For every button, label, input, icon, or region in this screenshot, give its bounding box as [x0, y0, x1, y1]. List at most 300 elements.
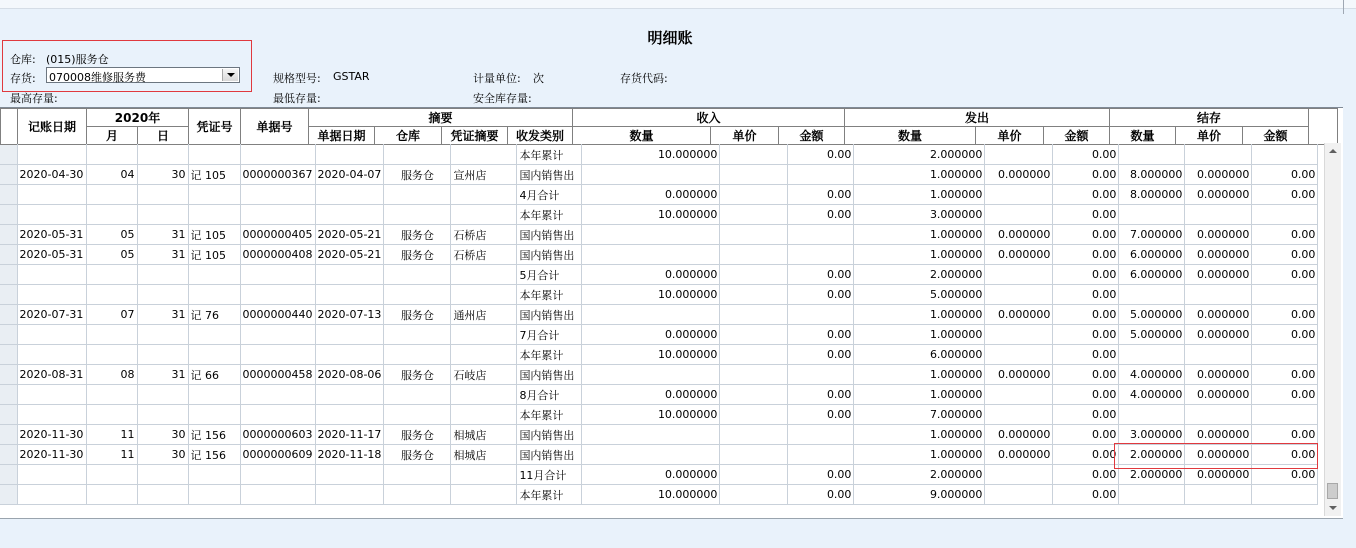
cell-balance-price[interactable]: 0.000000 — [1185, 305, 1252, 325]
cell-issue-qty[interactable]: 3.000000 — [854, 205, 985, 225]
cell-warehouse[interactable] — [384, 325, 451, 345]
cell-warehouse[interactable]: 服务仓 — [384, 225, 451, 245]
cell-doc-no[interactable] — [240, 185, 315, 205]
cell-receive-qty[interactable]: 0.000000 — [582, 185, 720, 205]
cell-receive-qty[interactable]: 10.000000 — [582, 345, 720, 365]
row-header[interactable] — [0, 385, 17, 405]
cell-balance-qty[interactable]: 6.000000 — [1119, 245, 1185, 265]
table-row[interactable] — [0, 405, 1318, 425]
cell-issue-price[interactable]: 0.000000 — [985, 305, 1053, 325]
cell-io-type[interactable]: 本年累计 — [517, 485, 582, 505]
cell-doc-date[interactable] — [315, 285, 384, 305]
cell-post-date[interactable] — [17, 465, 86, 485]
col-balance-qty[interactable]: 数量 — [1110, 127, 1176, 145]
cell-month[interactable] — [86, 385, 137, 405]
cell-voucher-summary[interactable] — [451, 285, 517, 305]
cell-voucher-no[interactable] — [188, 265, 240, 285]
cell-issue-qty[interactable]: 1.000000 — [854, 325, 985, 345]
cell-io-type[interactable]: 国内销售出 — [517, 365, 582, 385]
cell-voucher-no[interactable]: 记 105 — [188, 245, 240, 265]
cell-warehouse[interactable] — [384, 345, 451, 365]
cell-io-type[interactable]: 8月合计 — [517, 385, 582, 405]
cell-doc-no[interactable]: 0000000458 — [240, 365, 315, 385]
col-issue-price[interactable]: 单价 — [976, 127, 1044, 145]
cell-io-type[interactable]: 5月合计 — [517, 265, 582, 285]
cell-receive-qty[interactable] — [582, 365, 720, 385]
cell-receive-price[interactable] — [720, 225, 788, 245]
cell-day[interactable] — [137, 325, 188, 345]
cell-voucher-summary[interactable]: 相城店 — [451, 425, 517, 445]
cell-receive-price[interactable] — [720, 365, 788, 385]
cell-receive-amount[interactable]: 0.00 — [788, 205, 854, 225]
cell-receive-amount[interactable] — [788, 305, 854, 325]
table-row[interactable] — [0, 225, 1318, 245]
cell-voucher-no[interactable] — [188, 345, 240, 365]
cell-balance-price[interactable]: 0.000000 — [1185, 185, 1252, 205]
cell-day[interactable]: 31 — [137, 225, 188, 245]
cell-receive-amount[interactable]: 0.00 — [788, 325, 854, 345]
col-balance-amount[interactable]: 金额 — [1243, 127, 1309, 145]
cell-doc-date[interactable] — [315, 145, 384, 165]
table-row[interactable] — [0, 185, 1318, 205]
cell-balance-amount[interactable]: 0.00 — [1252, 425, 1318, 445]
cell-day[interactable]: 31 — [137, 305, 188, 325]
cell-io-type[interactable]: 7月合计 — [517, 325, 582, 345]
cell-receive-amount[interactable] — [788, 365, 854, 385]
cell-post-date[interactable]: 2020-11-30 — [17, 425, 86, 445]
row-header[interactable] — [0, 165, 17, 185]
cell-receive-amount[interactable]: 0.00 — [788, 185, 854, 205]
row-header[interactable] — [0, 425, 17, 445]
cell-month[interactable]: 07 — [86, 305, 137, 325]
cell-voucher-no[interactable] — [188, 465, 240, 485]
cell-receive-price[interactable] — [720, 485, 788, 505]
cell-month[interactable] — [86, 405, 137, 425]
cell-post-date[interactable] — [17, 145, 86, 165]
cell-post-date[interactable]: 2020-05-31 — [17, 245, 86, 265]
cell-issue-qty[interactable]: 1.000000 — [854, 225, 985, 245]
cell-warehouse[interactable] — [384, 265, 451, 285]
cell-io-type[interactable]: 本年累计 — [517, 145, 582, 165]
cell-day[interactable] — [137, 385, 188, 405]
cell-issue-price[interactable] — [985, 205, 1053, 225]
cell-issue-amount[interactable]: 0.00 — [1053, 325, 1119, 345]
cell-io-type[interactable]: 国内销售出 — [517, 305, 582, 325]
cell-voucher-no[interactable] — [188, 385, 240, 405]
cell-receive-qty[interactable]: 0.000000 — [582, 325, 720, 345]
cell-receive-amount[interactable]: 0.00 — [788, 405, 854, 425]
cell-month[interactable] — [86, 465, 137, 485]
cell-doc-no[interactable]: 0000000440 — [240, 305, 315, 325]
cell-voucher-summary[interactable]: 石岐店 — [451, 365, 517, 385]
cell-balance-price[interactable] — [1185, 145, 1252, 165]
cell-balance-amount[interactable]: 0.00 — [1252, 245, 1318, 265]
cell-warehouse[interactable] — [384, 145, 451, 165]
cell-receive-qty[interactable] — [582, 165, 720, 185]
cell-voucher-no[interactable] — [188, 325, 240, 345]
cell-receive-qty[interactable]: 10.000000 — [582, 285, 720, 305]
cell-balance-amount[interactable]: 0.00 — [1252, 385, 1318, 405]
cell-issue-amount[interactable]: 0.00 — [1053, 205, 1119, 225]
cell-day[interactable] — [137, 185, 188, 205]
cell-doc-date[interactable] — [315, 405, 384, 425]
table-row[interactable] — [0, 325, 1318, 345]
cell-warehouse[interactable] — [384, 185, 451, 205]
cell-issue-qty[interactable]: 2.000000 — [854, 465, 985, 485]
cell-receive-price[interactable] — [720, 445, 788, 465]
row-header[interactable] — [0, 305, 17, 325]
cell-voucher-no[interactable] — [188, 405, 240, 425]
col-issue-qty[interactable]: 数量 — [845, 127, 976, 145]
cell-doc-date[interactable] — [315, 325, 384, 345]
cell-issue-amount[interactable]: 0.00 — [1053, 185, 1119, 205]
cell-balance-price[interactable] — [1185, 345, 1252, 365]
cell-doc-date[interactable]: 2020-07-13 — [315, 305, 384, 325]
cell-post-date[interactable]: 2020-05-31 — [17, 225, 86, 245]
cell-receive-qty[interactable]: 10.000000 — [582, 205, 720, 225]
cell-balance-amount[interactable] — [1252, 145, 1318, 165]
table-row[interactable] — [0, 285, 1318, 305]
cell-day[interactable]: 30 — [137, 425, 188, 445]
cell-month[interactable]: 04 — [86, 165, 137, 185]
cell-balance-amount[interactable]: 0.00 — [1252, 225, 1318, 245]
cell-day[interactable] — [137, 405, 188, 425]
cell-io-type[interactable]: 4月合计 — [517, 185, 582, 205]
row-header[interactable] — [0, 205, 17, 225]
cell-receive-price[interactable] — [720, 205, 788, 225]
cell-post-date[interactable] — [17, 185, 86, 205]
cell-issue-price[interactable] — [985, 145, 1053, 165]
cell-receive-amount[interactable] — [788, 425, 854, 445]
cell-issue-price[interactable] — [985, 185, 1053, 205]
cell-balance-price[interactable]: 0.000000 — [1185, 245, 1252, 265]
cell-issue-price[interactable]: 0.000000 — [985, 425, 1053, 445]
cell-post-date[interactable]: 2020-11-30 — [17, 445, 86, 465]
cell-receive-qty[interactable] — [582, 225, 720, 245]
cell-balance-price[interactable]: 0.000000 — [1185, 225, 1252, 245]
cell-month[interactable] — [86, 185, 137, 205]
cell-balance-price[interactable]: 0.000000 — [1185, 165, 1252, 185]
cell-io-type[interactable]: 国内销售出 — [517, 245, 582, 265]
cell-issue-price[interactable] — [985, 265, 1053, 285]
cell-issue-amount[interactable]: 0.00 — [1053, 245, 1119, 265]
cell-day[interactable]: 31 — [137, 245, 188, 265]
cell-voucher-no[interactable]: 记 105 — [188, 225, 240, 245]
row-header[interactable] — [0, 445, 17, 465]
cell-receive-price[interactable] — [720, 145, 788, 165]
cell-post-date[interactable]: 2020-08-31 — [17, 365, 86, 385]
cell-balance-qty[interactable]: 2.000000 — [1119, 445, 1185, 465]
col-io-type[interactable]: 收发类别 — [508, 127, 573, 145]
cell-doc-date[interactable]: 2020-04-07 — [315, 165, 384, 185]
cell-balance-qty[interactable] — [1119, 405, 1185, 425]
cell-balance-amount[interactable] — [1252, 485, 1318, 505]
cell-voucher-summary[interactable] — [451, 405, 517, 425]
cell-issue-price[interactable]: 0.000000 — [985, 245, 1053, 265]
cell-voucher-no[interactable] — [188, 145, 240, 165]
row-header[interactable] — [0, 345, 17, 365]
cell-io-type[interactable]: 国内销售出 — [517, 445, 582, 465]
cell-balance-amount[interactable]: 0.00 — [1252, 445, 1318, 465]
cell-receive-qty[interactable]: 0.000000 — [582, 385, 720, 405]
cell-issue-price[interactable] — [985, 385, 1053, 405]
table-row[interactable] — [0, 165, 1318, 185]
row-header[interactable] — [0, 285, 17, 305]
cell-issue-qty[interactable]: 1.000000 — [854, 245, 985, 265]
cell-voucher-summary[interactable] — [451, 265, 517, 285]
cell-issue-amount[interactable]: 0.00 — [1053, 285, 1119, 305]
cell-receive-qty[interactable] — [582, 305, 720, 325]
cell-balance-qty[interactable] — [1119, 485, 1185, 505]
cell-voucher-summary[interactable]: 相城店 — [451, 445, 517, 465]
cell-issue-qty[interactable]: 1.000000 — [854, 185, 985, 205]
cell-receive-amount[interactable] — [788, 245, 854, 265]
cell-receive-amount[interactable]: 0.00 — [788, 385, 854, 405]
col-warehouse[interactable]: 仓库 — [375, 127, 442, 145]
cell-issue-qty[interactable]: 7.000000 — [854, 405, 985, 425]
inventory-select[interactable] — [46, 67, 240, 83]
cell-warehouse[interactable] — [384, 385, 451, 405]
col-month[interactable]: 月 — [87, 127, 138, 145]
cell-receive-price[interactable] — [720, 185, 788, 205]
cell-post-date[interactable] — [17, 265, 86, 285]
cell-doc-no[interactable] — [240, 485, 315, 505]
row-header[interactable] — [0, 485, 17, 505]
cell-issue-price[interactable] — [985, 325, 1053, 345]
cell-issue-price[interactable] — [985, 345, 1053, 365]
cell-warehouse[interactable]: 服务仓 — [384, 165, 451, 185]
cell-voucher-no[interactable]: 记 105 — [188, 165, 240, 185]
cell-post-date[interactable] — [17, 205, 86, 225]
cell-issue-qty[interactable]: 2.000000 — [854, 265, 985, 285]
cell-balance-price[interactable]: 0.000000 — [1185, 325, 1252, 345]
cell-issue-amount[interactable]: 0.00 — [1053, 385, 1119, 405]
cell-receive-price[interactable] — [720, 385, 788, 405]
cell-balance-qty[interactable]: 8.000000 — [1119, 165, 1185, 185]
cell-io-type[interactable]: 本年累计 — [517, 405, 582, 425]
cell-issue-qty[interactable]: 9.000000 — [854, 485, 985, 505]
cell-doc-no[interactable]: 0000000367 — [240, 165, 315, 185]
cell-month[interactable] — [86, 325, 137, 345]
row-header[interactable] — [0, 225, 17, 245]
cell-issue-qty[interactable]: 1.000000 — [854, 445, 985, 465]
cell-month[interactable] — [86, 285, 137, 305]
cell-balance-price[interactable]: 0.000000 — [1185, 385, 1252, 405]
cell-doc-no[interactable]: 0000000408 — [240, 245, 315, 265]
cell-day[interactable] — [137, 465, 188, 485]
col-receive-amount[interactable]: 金额 — [779, 127, 845, 145]
cell-receive-qty[interactable]: 10.000000 — [582, 145, 720, 165]
cell-balance-qty[interactable]: 4.000000 — [1119, 385, 1185, 405]
cell-receive-price[interactable] — [720, 285, 788, 305]
cell-voucher-no[interactable]: 记 156 — [188, 425, 240, 445]
cell-balance-qty[interactable]: 6.000000 — [1119, 265, 1185, 285]
cell-balance-amount[interactable]: 0.00 — [1252, 365, 1318, 385]
cell-balance-qty[interactable]: 7.000000 — [1119, 225, 1185, 245]
cell-doc-date[interactable]: 2020-11-18 — [315, 445, 384, 465]
cell-io-type[interactable]: 国内销售出 — [517, 425, 582, 445]
cell-issue-amount[interactable]: 0.00 — [1053, 265, 1119, 285]
cell-balance-qty[interactable] — [1119, 345, 1185, 365]
cell-balance-price[interactable]: 0.000000 — [1185, 445, 1252, 465]
cell-voucher-summary[interactable] — [451, 185, 517, 205]
cell-month[interactable] — [86, 205, 137, 225]
cell-balance-amount[interactable]: 0.00 — [1252, 465, 1318, 485]
cell-warehouse[interactable]: 服务仓 — [384, 305, 451, 325]
cell-month[interactable] — [86, 345, 137, 365]
cell-post-date[interactable] — [17, 325, 86, 345]
cell-doc-no[interactable] — [240, 465, 315, 485]
col-day[interactable]: 日 — [138, 127, 189, 145]
cell-balance-qty[interactable]: 3.000000 — [1119, 425, 1185, 445]
cell-day[interactable]: 30 — [137, 445, 188, 465]
cell-issue-qty[interactable]: 1.000000 — [854, 165, 985, 185]
table-row[interactable] — [0, 205, 1318, 225]
cell-receive-price[interactable] — [720, 165, 788, 185]
cell-receive-qty[interactable]: 10.000000 — [582, 485, 720, 505]
cell-balance-qty[interactable]: 8.000000 — [1119, 185, 1185, 205]
cell-balance-price[interactable] — [1185, 485, 1252, 505]
cell-voucher-no[interactable]: 记 156 — [188, 445, 240, 465]
cell-warehouse[interactable] — [384, 205, 451, 225]
cell-doc-date[interactable]: 2020-08-06 — [315, 365, 384, 385]
cell-post-date[interactable] — [17, 285, 86, 305]
cell-doc-no[interactable] — [240, 345, 315, 365]
cell-balance-price[interactable] — [1185, 205, 1252, 225]
cell-day[interactable]: 30 — [137, 165, 188, 185]
cell-voucher-summary[interactable] — [451, 465, 517, 485]
cell-month[interactable]: 05 — [86, 225, 137, 245]
cell-voucher-summary[interactable] — [451, 345, 517, 365]
cell-balance-price[interactable] — [1185, 285, 1252, 305]
row-header[interactable] — [0, 245, 17, 265]
cell-day[interactable] — [137, 145, 188, 165]
cell-voucher-summary[interactable] — [451, 325, 517, 345]
cell-receive-amount[interactable]: 0.00 — [788, 285, 854, 305]
cell-post-date[interactable] — [17, 485, 86, 505]
row-header[interactable] — [0, 265, 17, 285]
cell-month[interactable] — [86, 265, 137, 285]
cell-voucher-summary[interactable] — [451, 145, 517, 165]
cell-balance-qty[interactable]: 5.000000 — [1119, 325, 1185, 345]
cell-balance-amount[interactable]: 0.00 — [1252, 265, 1318, 285]
cell-doc-date[interactable] — [315, 265, 384, 285]
cell-issue-price[interactable] — [985, 405, 1053, 425]
cell-receive-amount[interactable]: 0.00 — [788, 265, 854, 285]
cell-receive-price[interactable] — [720, 325, 788, 345]
cell-issue-price[interactable] — [985, 465, 1053, 485]
row-header[interactable] — [0, 325, 17, 345]
cell-voucher-summary[interactable]: 石桥店 — [451, 225, 517, 245]
cell-day[interactable] — [137, 285, 188, 305]
cell-issue-amount[interactable]: 0.00 — [1053, 345, 1119, 365]
cell-voucher-summary[interactable]: 宣州店 — [451, 165, 517, 185]
cell-warehouse[interactable]: 服务仓 — [384, 445, 451, 465]
cell-warehouse[interactable] — [384, 285, 451, 305]
cell-receive-amount[interactable]: 0.00 — [788, 145, 854, 165]
cell-issue-amount[interactable]: 0.00 — [1053, 445, 1119, 465]
table-row[interactable] — [0, 485, 1318, 505]
cell-balance-qty[interactable]: 4.000000 — [1119, 365, 1185, 385]
cell-receive-price[interactable] — [720, 265, 788, 285]
cell-issue-qty[interactable]: 1.000000 — [854, 425, 985, 445]
cell-post-date[interactable] — [17, 385, 86, 405]
cell-voucher-no[interactable] — [188, 205, 240, 225]
table-row[interactable] — [0, 385, 1318, 405]
cell-balance-amount[interactable]: 0.00 — [1252, 305, 1318, 325]
cell-day[interactable] — [137, 485, 188, 505]
table-row[interactable] — [0, 425, 1318, 445]
cell-doc-date[interactable]: 2020-05-21 — [315, 225, 384, 245]
cell-balance-qty[interactable]: 5.000000 — [1119, 305, 1185, 325]
cell-receive-price[interactable] — [720, 465, 788, 485]
cell-warehouse[interactable] — [384, 405, 451, 425]
cell-receive-price[interactable] — [720, 405, 788, 425]
col-voucher-no[interactable]: 凭证号 — [189, 109, 241, 145]
cell-receive-price[interactable] — [720, 425, 788, 445]
cell-balance-amount[interactable] — [1252, 285, 1318, 305]
cell-doc-date[interactable] — [315, 385, 384, 405]
cell-warehouse[interactable]: 服务仓 — [384, 365, 451, 385]
row-header[interactable] — [0, 145, 17, 165]
cell-issue-amount[interactable]: 0.00 — [1053, 405, 1119, 425]
cell-month[interactable]: 11 — [86, 445, 137, 465]
cell-balance-price[interactable]: 0.000000 — [1185, 465, 1252, 485]
cell-issue-amount[interactable]: 0.00 — [1053, 465, 1119, 485]
cell-post-date[interactable]: 2020-04-30 — [17, 165, 86, 185]
cell-balance-price[interactable]: 0.000000 — [1185, 365, 1252, 385]
table-row[interactable] — [0, 245, 1318, 265]
cell-issue-price[interactable] — [985, 485, 1053, 505]
cell-balance-qty[interactable] — [1119, 205, 1185, 225]
cell-issue-amount[interactable]: 0.00 — [1053, 305, 1119, 325]
cell-io-type[interactable]: 11月合计 — [517, 465, 582, 485]
scroll-up-arrow-icon[interactable] — [1327, 145, 1339, 157]
cell-doc-no[interactable] — [240, 205, 315, 225]
cell-io-type[interactable]: 国内销售出 — [517, 165, 582, 185]
cell-doc-date[interactable]: 2020-11-17 — [315, 425, 384, 445]
cell-issue-qty[interactable]: 6.000000 — [854, 345, 985, 365]
cell-month[interactable]: 05 — [86, 245, 137, 265]
cell-month[interactable]: 08 — [86, 365, 137, 385]
cell-doc-no[interactable] — [240, 285, 315, 305]
col-balance-price[interactable]: 单价 — [1176, 127, 1243, 145]
cell-receive-qty[interactable] — [582, 245, 720, 265]
scroll-down-arrow-icon[interactable] — [1327, 502, 1339, 514]
cell-receive-qty[interactable]: 0.000000 — [582, 465, 720, 485]
cell-voucher-summary[interactable] — [451, 485, 517, 505]
cell-doc-no[interactable] — [240, 325, 315, 345]
cell-issue-price[interactable]: 0.000000 — [985, 365, 1053, 385]
table-row[interactable] — [0, 145, 1318, 165]
cell-doc-no[interactable] — [240, 145, 315, 165]
cell-voucher-summary[interactable] — [451, 385, 517, 405]
cell-balance-amount[interactable] — [1252, 405, 1318, 425]
cell-receive-amount[interactable]: 0.00 — [788, 465, 854, 485]
cell-receive-amount[interactable]: 0.00 — [788, 485, 854, 505]
cell-issue-price[interactable]: 0.000000 — [985, 225, 1053, 245]
cell-balance-amount[interactable]: 0.00 — [1252, 165, 1318, 185]
cell-receive-price[interactable] — [720, 245, 788, 265]
cell-issue-amount[interactable]: 0.00 — [1053, 365, 1119, 385]
cell-warehouse[interactable]: 服务仓 — [384, 425, 451, 445]
cell-doc-date[interactable] — [315, 205, 384, 225]
scroll-thumb[interactable] — [1327, 483, 1338, 499]
cell-receive-amount[interactable] — [788, 445, 854, 465]
col-doc-no[interactable]: 单据号 — [241, 109, 309, 145]
col-post-date[interactable]: 记账日期 — [18, 109, 87, 145]
cell-issue-price[interactable]: 0.000000 — [985, 445, 1053, 465]
